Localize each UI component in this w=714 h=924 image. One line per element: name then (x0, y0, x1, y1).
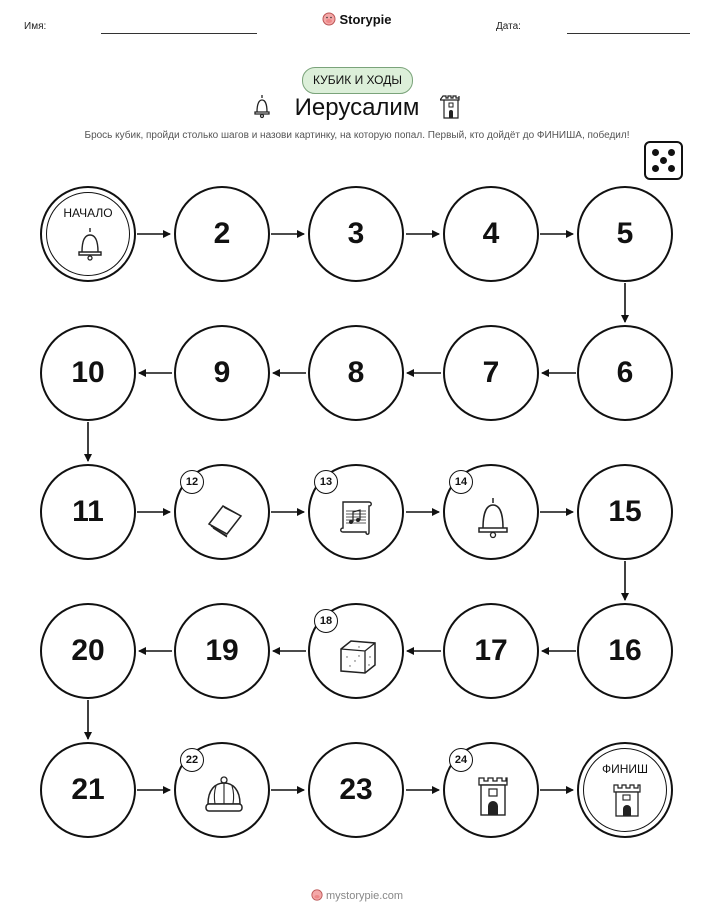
cell-number: 4 (482, 217, 500, 250)
cell-number: 5 (616, 217, 634, 250)
footer-url[interactable]: mystorypie.com (326, 890, 404, 902)
picture-cell[interactable] (443, 464, 539, 560)
cell-number: 12 (180, 470, 204, 494)
cell-number: 23 (339, 773, 373, 806)
sheet-music-icon (335, 494, 381, 540)
cell-number: 21 (71, 773, 105, 806)
cell-number: 9 (213, 356, 231, 389)
board-cell[interactable] (40, 325, 136, 421)
board-cell[interactable] (40, 464, 136, 560)
picture-cell[interactable] (174, 742, 270, 838)
picture-cell[interactable] (174, 464, 270, 560)
board-cell[interactable] (577, 325, 673, 421)
cell-number: 8 (347, 356, 365, 389)
cell-number: 24 (449, 748, 473, 772)
cell-number: 22 (180, 748, 204, 772)
cell-number: 2 (213, 217, 231, 250)
cell-number: 18 (314, 609, 338, 633)
cell-number: 20 (71, 634, 105, 667)
board-cell[interactable] (577, 186, 673, 282)
page-title: Иерусалим (294, 94, 420, 121)
date-label: Дата: (496, 21, 521, 32)
name-label: Имя: (24, 21, 47, 32)
stone-block-icon (335, 633, 381, 679)
board-cell[interactable] (577, 464, 673, 560)
cell-number: 17 (474, 634, 508, 667)
bell-icon (72, 226, 108, 262)
board-cell[interactable] (443, 325, 539, 421)
start-label: НАЧАЛО (63, 206, 113, 220)
cell-number: 19 (205, 634, 239, 667)
brand-name: Storypie (339, 12, 392, 27)
board-cell[interactable] (443, 603, 539, 699)
cell-number: 13 (314, 470, 338, 494)
finish-cell[interactable] (577, 742, 673, 838)
board-cell[interactable] (174, 186, 270, 282)
cell-number: 7 (482, 356, 500, 389)
napkin-icon (201, 494, 247, 540)
start-cell[interactable] (40, 186, 136, 282)
pig-icon (311, 889, 323, 901)
finish-label: ФИНИШ (601, 762, 649, 776)
board-cell[interactable] (40, 742, 136, 838)
cell-number: 16 (608, 634, 642, 667)
category-badge: КУБИК И ХОДЫ (302, 67, 413, 94)
board-cell[interactable] (308, 742, 404, 838)
board-cell[interactable] (443, 186, 539, 282)
picture-cell[interactable] (308, 464, 404, 560)
board-cell[interactable] (308, 325, 404, 421)
knit-hat-icon (201, 772, 247, 818)
cell-number: 15 (608, 495, 642, 528)
picture-cell[interactable] (308, 603, 404, 699)
tower-icon (609, 782, 645, 818)
board-cell[interactable] (174, 325, 270, 421)
bell-icon (470, 494, 516, 540)
picture-cell[interactable] (443, 742, 539, 838)
tower-icon (470, 772, 516, 818)
cell-number: 6 (616, 356, 634, 389)
footer (0, 889, 714, 902)
board-cell[interactable] (40, 603, 136, 699)
board-cell[interactable] (174, 603, 270, 699)
cell-number: 10 (71, 356, 105, 389)
cell-number: 14 (449, 470, 473, 494)
board-cell[interactable] (308, 186, 404, 282)
instructions: Брось кубик, пройди столько шагов и назови картинку, на которую попал. Первый, кто дойдёт до ФИНИША, победил! (84, 130, 630, 141)
cell-number: 11 (72, 495, 104, 528)
cell-number: 3 (347, 217, 365, 250)
board-cell[interactable] (577, 603, 673, 699)
